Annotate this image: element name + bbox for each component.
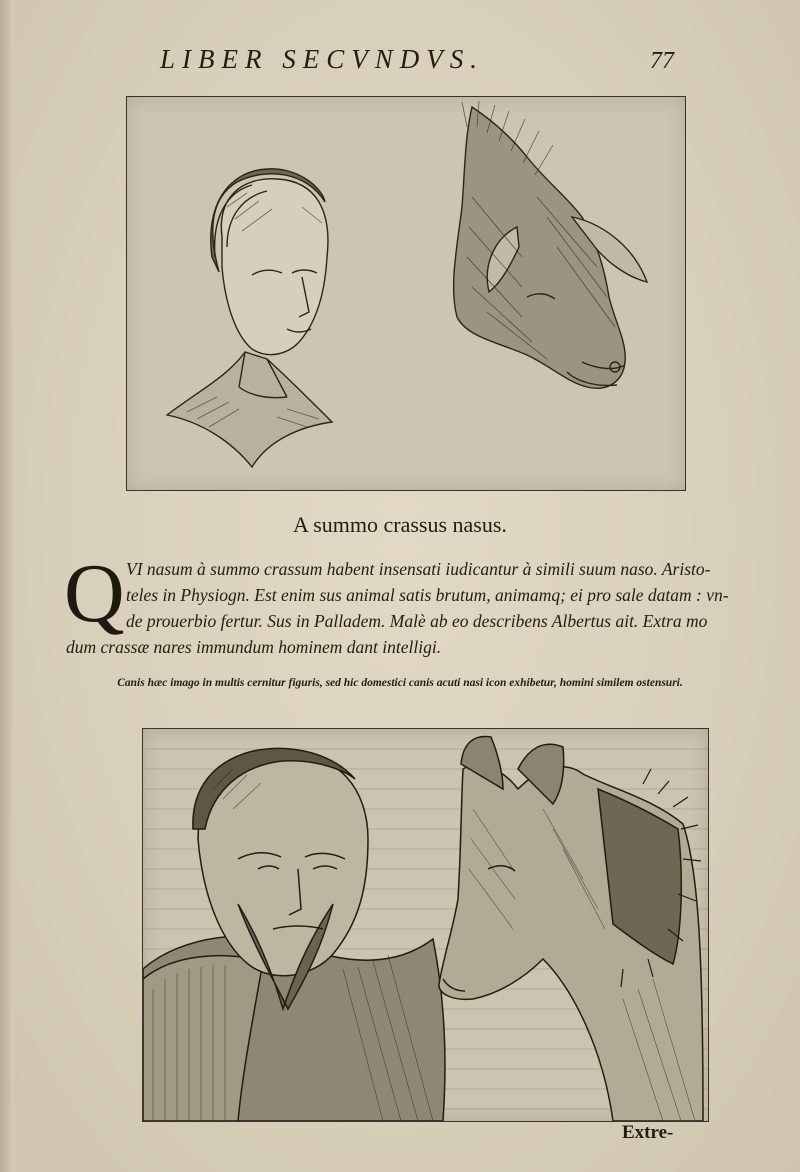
engraving-man-and-dog — [142, 728, 709, 1122]
page-gutter — [0, 0, 14, 1172]
engraving-caption: A summo crassus nasus. — [293, 512, 507, 537]
running-title: LIBER SECVNDVS. — [160, 44, 484, 74]
engraving-youth-and-boar — [126, 96, 686, 491]
engraving-youth-and-boar-art — [127, 97, 685, 490]
page-number: 77 — [650, 48, 674, 74]
paragraph-line: teles in Physiogn. Est enim sus animal satis brutum, animamq; ei pro sale datam : vn- — [126, 585, 729, 605]
paragraph-line: de prouerbio fertur. Sus in Palladem. Malè ab eo describens Albertus ait. Extra mo — [126, 611, 708, 631]
paragraph-line: dum crassæ nares immundum hominem dant intelligi. — [66, 637, 442, 657]
catchword: Extre- — [622, 1122, 674, 1143]
engraving-man-and-dog-art — [143, 729, 708, 1121]
paragraph-line: VI nasum à summo crassum habent insensati iudicantur à simili suum naso. Aristo- — [126, 559, 711, 579]
dog-note: Canis hæc imago in multis cernitur figuris, sed hic domestici canis acuti nasi icon exhibetur, homini similem ostensuri. — [117, 677, 683, 689]
drop-cap: Q — [64, 547, 125, 640]
